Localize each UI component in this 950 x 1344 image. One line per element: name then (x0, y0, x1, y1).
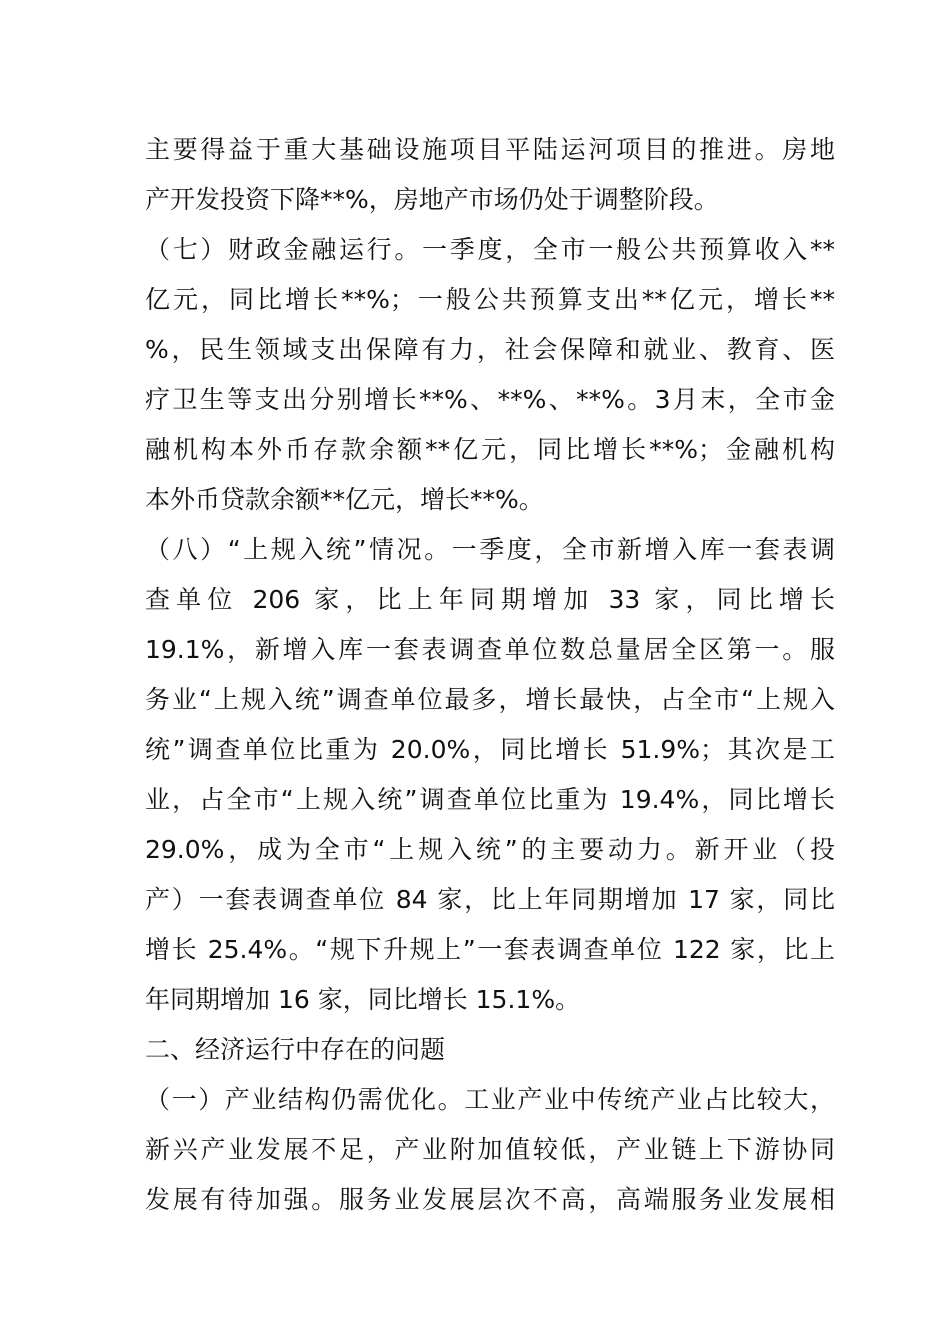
text-line: （七）财政金融运行。一季度，全市一般公共预算收入** (145, 235, 835, 264)
text-line: 29.0%，成为全市“上规入统”的主要动力。新开业（投 (145, 835, 835, 864)
section-heading: 二、经济运行中存在的问题 (145, 1035, 446, 1064)
text-line: 新兴产业发展不足，产业附加值较低，产业链上下游协同 (145, 1135, 835, 1164)
text-line: 统”调查单位比重为 20.0%，同比增长 51.9%；其次是工 (145, 735, 835, 764)
text-line: 本外币贷款余额**亿元，增长**%。 (145, 485, 544, 514)
text-line: %，民生领域支出保障有力，社会保障和就业、教育、医 (145, 335, 835, 364)
text-line: 务业“上规入统”调查单位最多，增长最快，占全市“上规入 (145, 685, 835, 714)
text-line: 年同期增加 16 家，同比增长 15.1%。 (145, 985, 581, 1014)
text-line: 业，占全市“上规入统”调查单位比重为 19.4%，同比增长 (145, 785, 835, 814)
text-line: 疗卫生等支出分别增长**%、**%、**%。3月末，全市金 (145, 385, 835, 414)
text-line: （八）“上规入统”情况。一季度，全市新增入库一套表调 (145, 535, 835, 564)
text-line: 亿元，同比增长**%；一般公共预算支出**亿元，增长** (145, 285, 835, 314)
text-line: 19.1%，新增入库一套表调查单位数总量居全区第一。服 (145, 635, 835, 664)
text-line: 主要得益于重大基础设施项目平陆运河项目的推进。房地 (145, 135, 835, 164)
text-line: 查单位 206 家，比上年同期增加 33 家，同比增长 (145, 585, 835, 614)
text-line: 产）一套表调查单位 84 家，比上年同期增加 17 家，同比 (145, 885, 835, 914)
text-line: 发展有待加强。服务业发展层次不高，高端服务业发展相 (145, 1185, 835, 1214)
text-line: 产开发投资下降**%，房地产市场仍处于调整阶段。 (145, 185, 719, 214)
text-line: （一）产业结构仍需优化。工业产业中传统产业占比较大， (145, 1085, 835, 1114)
text-line: 融机构本外币存款余额**亿元，同比增长**%；金融机构 (145, 435, 835, 464)
text-line: 增长 25.4%。“规下升规上”一套表调查单位 122 家，比上 (145, 935, 835, 964)
